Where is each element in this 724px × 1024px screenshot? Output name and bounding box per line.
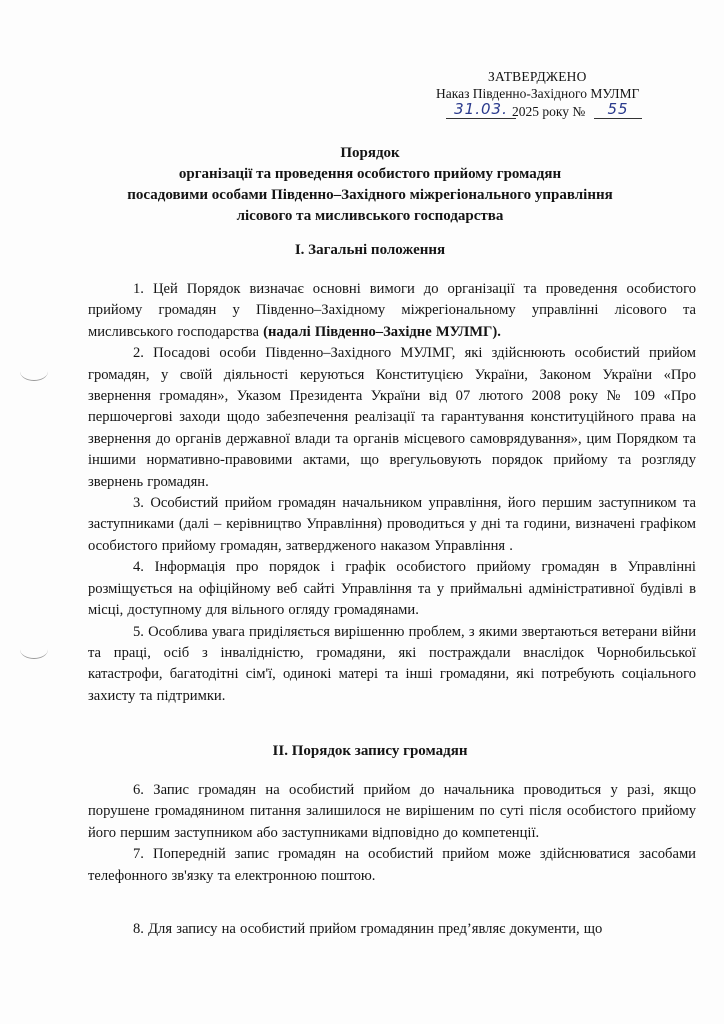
section-registration-body: [88, 780, 696, 887]
title-line: Порядок: [340, 145, 400, 161]
approval-year: 2025 року №: [512, 104, 586, 119]
approval-stamp-block: [420, 68, 680, 122]
section-heading-general: І. Загальні положення: [294, 242, 446, 258]
section-general-body: [88, 279, 696, 707]
section-heading-registration: ІІ. Порядок запису громадян: [272, 743, 468, 759]
approval-date-line: [420, 102, 680, 122]
title-line: лісового та мисливського господарства: [236, 208, 504, 224]
paragraph-7: 7. Попередній запис громадян на особистий прийом може здійснюватися засобами телефонного зв'язку та електронною поштою.: [88, 846, 696, 884]
paragraph-4: 4. Інформація про порядок і графік особистого прийому громадян в Управлінні розміщується на офіційному веб сайті Управління та у приймальні адміністративної будівлі в місці, доступному для вільного огляду громадянами.: [88, 559, 696, 619]
paragraph-6: 6. Запис громадян на особистий прийом до начальника проводиться у разі, якщо порушене громадянином питання залишилося не вирішеним по суті після особистого прийому його першим заступником або заступниками відповідно до компетенції.: [88, 782, 696, 841]
approval-order-name: Наказ Південно-Західного МУЛМГ: [436, 86, 640, 101]
punch-hole-mark: [20, 640, 48, 659]
approval-label: ЗАТВЕРДЖЕНО: [488, 69, 587, 84]
title-line: посадовими особами Південно–Західного міжрегіонального управління: [127, 187, 613, 203]
paragraph-1-text: 1. Цей Порядок визначає основні вимоги до організації та проведення особистого прийому громадян у Південно–Західному міжрегіональному управлінні лісового та мисливського господарства: [88, 281, 696, 340]
punch-hole-mark: [20, 362, 48, 381]
document-title: [40, 143, 700, 227]
paragraph-3: 3. Особистий прийом громадян начальником управління, його першим заступником та заступниками (далі – керівництво Управління) проводиться у дні та години, визначені графіком особистого прийому громадян, затвердженого наказом Управління .: [88, 495, 696, 554]
title-line: організації та проведення особистого прийому громадян: [178, 166, 562, 182]
paragraph-1-bold: (надалі Південно–Західне МУЛМГ).: [263, 323, 501, 340]
paragraph-2: 2. Посадові особи Південно–Західного МУЛМГ, які здійснюють особистий прийом громадян, у своїй діяльності керуються Конституцією України, Законом України «Про звернення громадян», Указом Президента України від 07 лютого 2008 року № 109 «Про першочергові заходи щодо забезпечення реалізації та гарантування конституційного права на звернення до органів державної влади та органів місцевого самоврядування», цим Порядком та іншими нормативно-правовими актами, що врегульовують порядок прийому та розгляду звернень громадян.: [88, 345, 696, 490]
handwritten-order-number: 55: [594, 101, 642, 119]
handwritten-date: 31.03.: [446, 101, 516, 119]
paragraph-1: [88, 279, 696, 343]
paragraph-5: 5. Особлива увага приділяється вирішенню проблем, з якими звертаються ветерани війни та праці, осіб з інвалідністю, громадяни, які постраждали внаслідок Чорнобильської катастрофи, багатодітні сім'ї, одинокі матері та інші громадяни, які потребують соціального захисту та підтримки.: [88, 623, 696, 704]
section-registration-body-cont: [88, 919, 696, 940]
paragraph-8: 8. Для запису на особистий прийом громадянин пред’являє документи, що: [133, 921, 603, 937]
